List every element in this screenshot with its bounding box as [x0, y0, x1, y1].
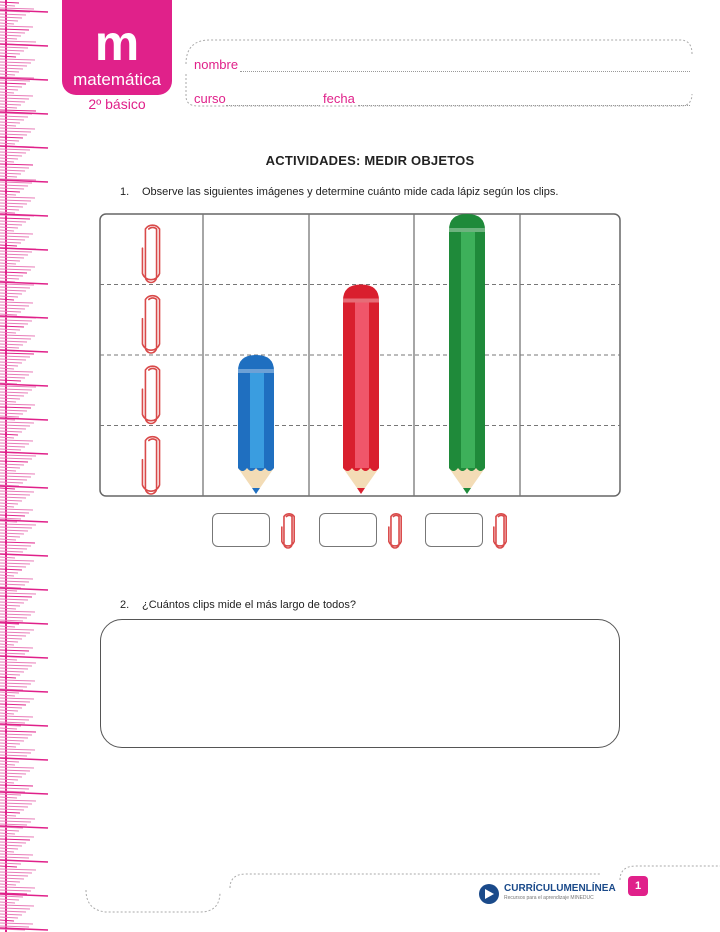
measurement-grid [98, 210, 624, 502]
paperclip-icon [387, 508, 403, 550]
date-label: fecha [323, 91, 355, 106]
answer-box-green[interactable] [425, 513, 483, 547]
pencil-highlight [355, 303, 369, 469]
answer-area[interactable] [100, 619, 620, 748]
answer-box-red[interactable] [319, 513, 377, 547]
question-2-number: 2. [120, 599, 130, 611]
answer-box-blue[interactable] [212, 513, 270, 547]
page-title: ACTIVIDADES: MEDIR OBJETOS [265, 153, 475, 168]
question-1-number: 1. [120, 186, 130, 198]
name-label: nombre [194, 57, 239, 72]
pencil-highlight [250, 373, 264, 468]
brand-name: CURRÍCULUMENLÍNEA [504, 883, 616, 894]
course-label: curso [194, 91, 226, 106]
footer-frame [80, 860, 720, 920]
date-field[interactable] [358, 105, 690, 106]
brand-subtitle: Recursos para el aprendizaje MINEDUC [504, 895, 594, 901]
paperclip-shape [389, 514, 401, 548]
paperclip-shape [494, 514, 506, 548]
question-2-text: ¿Cuántos clips mide el más largo de todos? [142, 599, 356, 611]
matematica-logo [62, 0, 172, 112]
header-frame [180, 34, 700, 114]
page-number: 1 [628, 876, 648, 896]
pencil-red [343, 285, 379, 495]
logo-word: matemática [73, 70, 161, 89]
brand-icon [478, 883, 500, 905]
course-field[interactable] [226, 105, 320, 106]
paperclip-shape [282, 514, 294, 548]
pencil-highlight [461, 232, 475, 468]
pencil-blue [238, 355, 274, 494]
decorative-fringe [0, 0, 52, 932]
logo-letter: m [94, 15, 140, 71]
question-1-text: Observe las siguientes imágenes y determine cuánto mide cada lápiz según los clips. [142, 186, 559, 198]
pencil-green [449, 214, 485, 494]
paperclip-icon [492, 508, 508, 550]
grade-label: 2º básico [88, 96, 146, 112]
paperclip-icon [280, 508, 296, 550]
name-field[interactable] [240, 71, 690, 72]
